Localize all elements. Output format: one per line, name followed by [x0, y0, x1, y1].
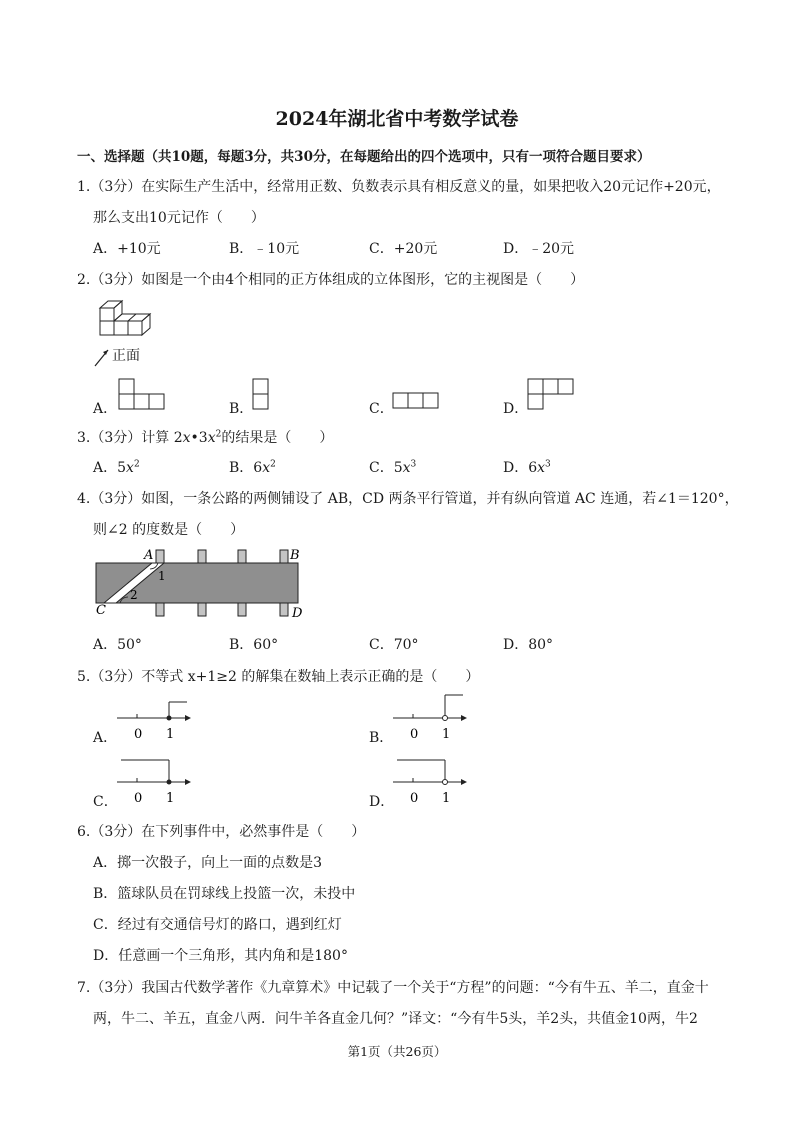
q7-text-line1: 7.（3分）我国古代数学著作《九章算术》中记载了一个关于“方程”的问题：“今有牛五、羊二，直金十 — [77, 980, 709, 996]
q3-option-c: C．$5x^3$ — [369, 459, 417, 476]
q4-option-d: D．80° — [503, 637, 554, 653]
q2-option-c: C． — [369, 401, 394, 417]
q2-option-b-view — [252, 378, 270, 410]
page-footer: 第1页（共26页） — [347, 1044, 447, 1059]
point-c-label: C — [96, 603, 106, 618]
road-pipes-figure — [92, 545, 314, 621]
q2-option-d: D． — [503, 401, 529, 417]
tick-1-label: 1 — [166, 791, 175, 806]
q4-text-line2: 则∠2 的度数是（ ） — [93, 522, 245, 538]
q4-option-c: C．70° — [369, 637, 419, 653]
q4-option-b: B．60° — [229, 637, 279, 653]
tick-0-label: 0 — [134, 791, 143, 806]
q5-option-d-numberline — [391, 756, 471, 808]
q1-option-b: B．﹣10元 — [229, 241, 300, 257]
q5-text: 5.（3分）不等式 x+1≥2 的解集在数轴上表示正确的是（ ） — [77, 669, 480, 685]
q1-option-d: D．﹣20元 — [503, 241, 575, 257]
q5-option-c: C． — [93, 794, 118, 810]
tick-0-label: 0 — [410, 791, 419, 806]
q6-option-c: C．经过有交通信号灯的路口，遇到红灯 — [93, 917, 342, 933]
q4-option-a: A．50° — [93, 637, 142, 653]
q5-option-a: A． — [93, 730, 118, 746]
q6-option-a: A．掷一次骰子，向上一面的点数是3 — [93, 855, 323, 871]
q2-option-c-view — [392, 392, 440, 410]
q6-option-d: D．任意画一个三角形，其内角和是180° — [93, 948, 348, 964]
q5-option-c-numberline — [115, 756, 195, 808]
tick-1-label: 1 — [442, 727, 451, 742]
tick-1-label: 1 — [442, 791, 451, 806]
point-b-label: B — [290, 548, 300, 563]
q3-option-d: D．$6x^3$ — [503, 459, 551, 476]
q1-option-a: A．+10元 — [93, 241, 161, 257]
page-title: 2024年湖北省中考数学试卷 — [275, 108, 519, 130]
q2-option-d-view — [527, 378, 575, 410]
tick-0-label: 0 — [410, 727, 419, 742]
point-d-label: D — [292, 606, 303, 621]
q6-option-b: B．篮球队员在罚球线上投篮一次，未投中 — [93, 886, 356, 902]
tick-1-label: 1 — [166, 727, 175, 742]
q1-text-line2: 那么支出10元记作（ ） — [93, 210, 265, 226]
q5-option-d: D． — [369, 794, 395, 810]
q2-text: 2.（3分）如图是一个由4个相同的正方体组成的立体图形，它的主视图是（ ） — [77, 272, 585, 288]
q3-text: 3.（3分）计算 $2x•3x^2$的结果是（ ） — [77, 429, 334, 446]
q6-text: 6.（3分）在下列事件中，必然事件是（ ） — [77, 824, 366, 840]
q1-option-c: C．+20元 — [369, 241, 438, 257]
q3-option-a: A．$5x^2$ — [93, 459, 140, 476]
q5-option-b-numberline — [391, 694, 471, 746]
q1-text-line1: 1.（3分）在实际生产生活中，经常用正数、负数表示具有相反意义的量，如果把收入20元记作+20元， — [77, 179, 721, 195]
q2-option-b: B． — [229, 401, 254, 417]
angle-1-label: 1 — [158, 569, 166, 583]
q2-option-a-view — [118, 378, 166, 410]
q3-option-b: B．$6x^2$ — [229, 459, 276, 476]
q4-text-line1: 4.（3分）如图，一条公路的两侧铺设了 AB，CD 两条平行管道，并有纵向管道 AC 连通，若∠1＝120°， — [77, 491, 739, 507]
angle-2-label: 2 — [130, 588, 138, 602]
point-a-label: A — [144, 548, 154, 563]
q5-option-a-numberline — [115, 694, 195, 746]
q7-text-line2: 两，牛二、羊五，直金八两．问牛羊各直金几何？”译文：“今有牛5头，羊2头，共值金10两，牛2 — [93, 1011, 698, 1027]
tick-0-label: 0 — [134, 727, 143, 742]
q5-option-b: B． — [369, 730, 394, 746]
q2-option-a: A． — [93, 401, 118, 417]
section-heading: 一、选择题（共10题，每题3分，共30分，在每题给出的四个选项中，只有一项符合题目要求） — [77, 149, 651, 165]
front-view-label: 正面 — [112, 348, 140, 364]
